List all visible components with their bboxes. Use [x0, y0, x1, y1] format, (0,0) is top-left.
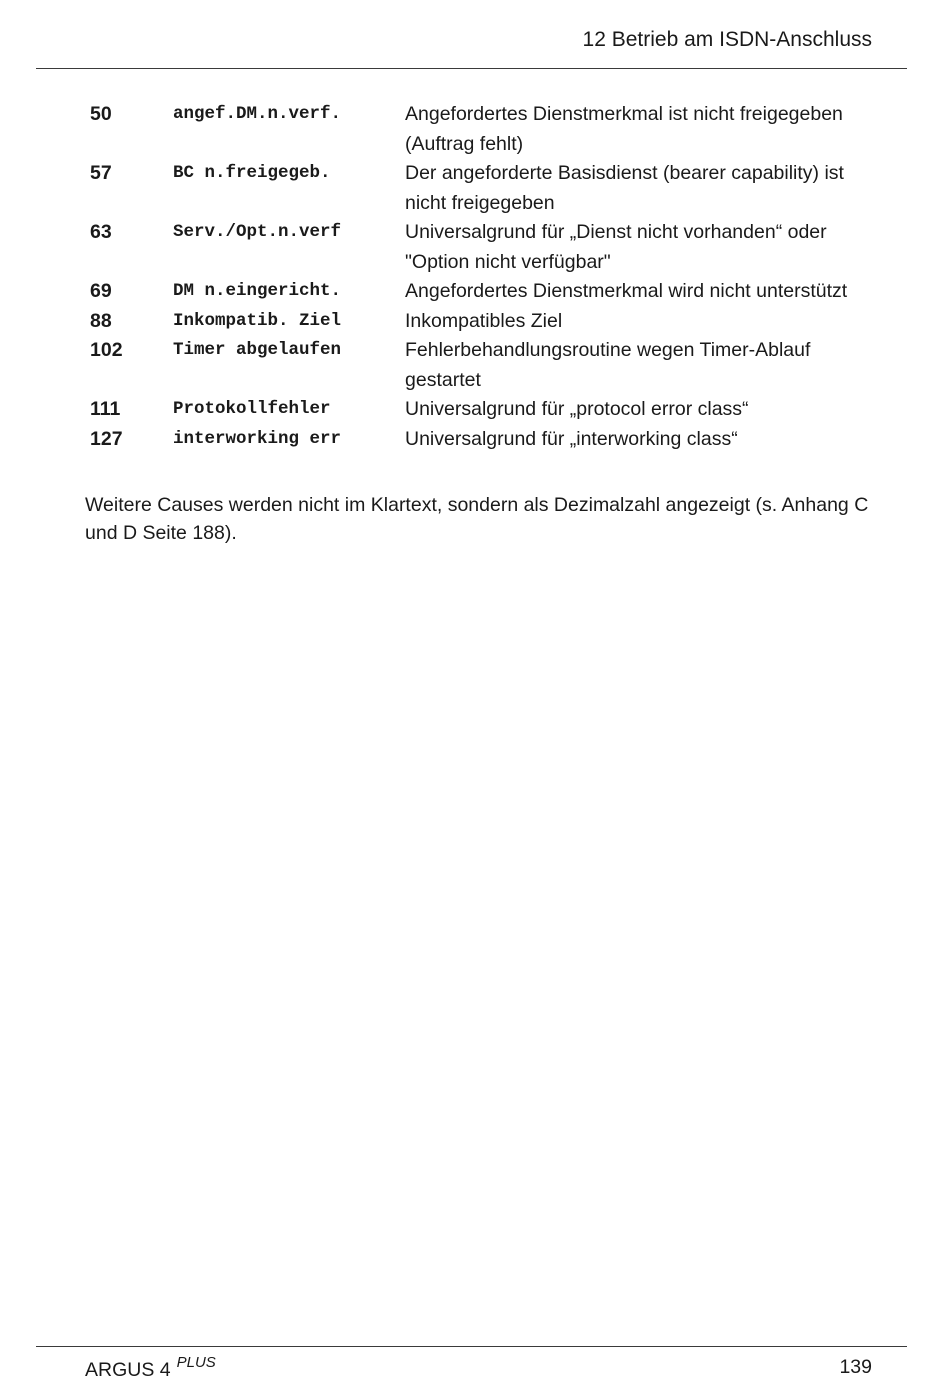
cause-description: Angefordertes Dienstmerkmal ist nicht freigegeben (Auftrag fehlt) — [405, 103, 843, 155]
header-divider — [36, 68, 907, 69]
page-number: 139 — [839, 1356, 872, 1378]
footer-product: ARGUS 4 — [85, 1359, 171, 1381]
cause-description: Angefordertes Dienstmerkmal wird nicht unterstützt — [405, 280, 848, 302]
cause-code: 69 — [90, 280, 112, 302]
footer-product-name — [85, 1354, 216, 1384]
table-row — [90, 307, 870, 337]
cause-display-text: Protokollfehler — [173, 399, 331, 419]
table-row — [90, 100, 870, 159]
table-row — [90, 277, 870, 307]
cause-code: 50 — [90, 103, 112, 125]
cause-display-text: Timer abgelaufen — [173, 340, 342, 360]
cause-display-text: DM n.eingericht. — [173, 281, 342, 301]
footer-product-suffix: PLUS — [176, 1354, 216, 1371]
cause-code: 88 — [90, 309, 112, 332]
table-row — [90, 425, 870, 455]
table-row — [90, 336, 870, 395]
note-paragraph: Weitere Causes werden nicht im Klartext, sondern als Dezimalzahl angezeigt (s. Anhang C und D Seite 188). — [85, 494, 869, 544]
cause-display-text: Inkompatib. Ziel — [173, 310, 342, 331]
table-row — [90, 218, 870, 277]
cause-display-text: angef.DM.n.verf. — [173, 104, 342, 124]
table-row — [90, 159, 870, 218]
cause-description: Inkompatibles Ziel — [405, 309, 563, 332]
cause-table — [90, 100, 870, 454]
cause-description: Universalgrund für „protocol error class“ — [405, 398, 749, 420]
cause-code: 111 — [90, 398, 121, 420]
cause-code: 57 — [90, 162, 112, 184]
cause-description: Fehlerbehandlungsroutine wegen Timer-Ablauf gestartet — [405, 339, 811, 391]
table-row — [90, 395, 870, 425]
cause-code: 127 — [90, 427, 123, 450]
cause-code: 63 — [90, 221, 112, 243]
footer-divider — [36, 1346, 907, 1347]
cause-display-text: interworking err — [173, 428, 342, 449]
cause-description: Der angeforderte Basisdienst (bearer capability) ist nicht freigegeben — [405, 162, 844, 214]
cause-description: Universalgrund für „interworking class“ — [405, 427, 738, 450]
cause-display-text: BC n.freigegeb. — [173, 163, 331, 183]
cause-display-text: Serv./Opt.n.verf — [173, 222, 342, 242]
cause-code: 102 — [90, 339, 123, 361]
cause-description: Universalgrund für „Dienst nicht vorhanden“ oder "Option nicht verfügbar" — [405, 221, 827, 273]
page-header-title: 12 Betrieb am ISDN-Anschluss — [582, 28, 872, 51]
